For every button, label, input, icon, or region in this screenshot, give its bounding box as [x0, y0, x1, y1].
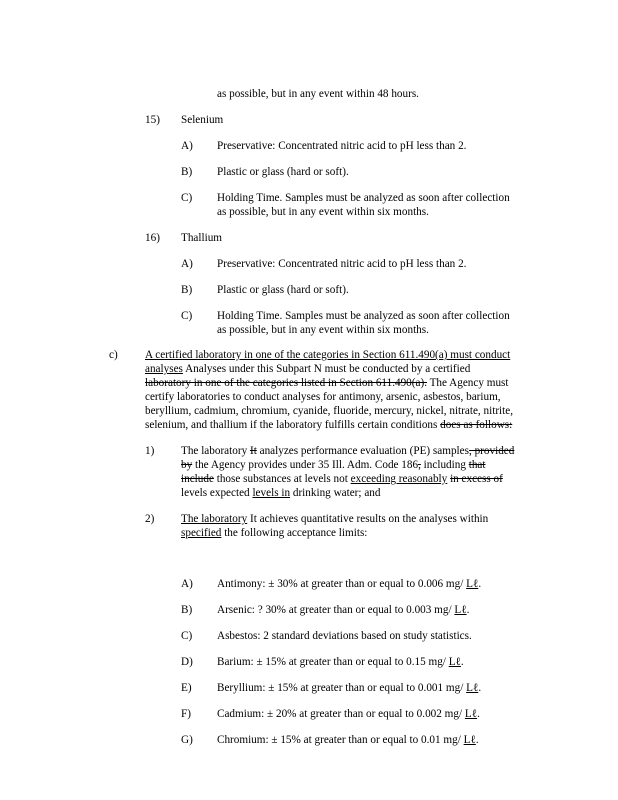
inserted-unit: Lℓ [448, 656, 461, 668]
limit-text: Cadmium: ± 20% at greater than or equal to 0.002 mg/ [217, 708, 465, 720]
limit-f-text [217, 708, 480, 721]
item-15c-line1: Holding Time. Samples must be analyzed as soon after collection [217, 192, 510, 204]
limit-period: . [477, 708, 480, 720]
plain-text: the Agency provides under 35 Ill. Adm. Code 186 [192, 459, 419, 471]
limit-text: Asbestos: 2 standard deviations based on study statistics. [217, 630, 472, 642]
plain-text: drinking water; and [290, 487, 381, 499]
limit-period: . [475, 734, 479, 746]
item-16b-label: B) [181, 284, 193, 296]
inserted-text: specified [181, 527, 222, 539]
limit-a-label: A) [181, 578, 193, 590]
plain-text: including [420, 459, 469, 471]
item-2-line1 [181, 513, 488, 526]
deleted-text: in excess of [450, 473, 503, 485]
deleted-text: laboratory in one of the categories listed in Section 611.490(a). [145, 377, 427, 389]
limit-text: Barium: ± 15% at greater than or equal to 0.15 mg/ [217, 656, 449, 668]
item-16c-label: C) [181, 310, 193, 322]
item-15a-label: A) [181, 140, 193, 152]
continued-text: as possible, but in any event within 48 hours. [217, 88, 419, 100]
inserted-unit: Lℓ [464, 708, 478, 720]
item-16c-line2: as possible, but in any event within six months. [217, 324, 429, 336]
limit-period: . [478, 578, 482, 590]
plain-text: levels expected [181, 487, 253, 499]
plain-text: selenium, and thallium if the laboratory fulfills certain conditions [145, 419, 441, 431]
subsection-c-line2 [145, 363, 470, 376]
inserted-text: levels in [252, 487, 291, 499]
limit-g-label: G) [181, 734, 193, 746]
limit-a-text [217, 578, 481, 591]
limit-text: Antimony: ± 30% at greater than or equal to 0.006 mg/ [217, 578, 467, 590]
item-16c-line1: Holding Time. Samples must be analyzed as soon after collection [217, 310, 510, 322]
plain-text: those substances at levels not [213, 473, 351, 485]
inserted-unit: Lℓ [454, 604, 467, 616]
plain-text: The Agency must [427, 377, 509, 389]
subsection-c-line3 [145, 377, 509, 390]
item-2-line2 [181, 527, 367, 540]
subsection-c-line5: beryllium, cadmium, chromium, cyanide, fluoride, mercury, nickel, nitrate, nitrite, [145, 405, 514, 417]
item-15c-line2: as possible, but in any event within six months. [217, 206, 429, 218]
item-16a-text: Preservative: Concentrated nitric acid to pH less than 2. [217, 258, 467, 270]
subsection-c-line6 [145, 419, 512, 432]
limit-text: Arsenic: ? 30% at greater than or equal to 0.003 mg/ [217, 604, 455, 616]
plain-text: analyzes performance evaluation (PE) samples [256, 445, 469, 457]
inserted-text: exceeding reasonably [350, 473, 448, 485]
subsection-c-line4: certify laboratories to conduct analyses for antimony, arsenic, asbestos, barium, [145, 391, 501, 403]
item-2-label: 2) [145, 513, 155, 525]
limit-b-label: B) [181, 604, 193, 616]
limit-c-label: C) [181, 630, 193, 642]
deleted-text: include [181, 473, 214, 485]
item-15a-text: Preservative: Concentrated nitric acid to pH less than 2. [217, 140, 467, 152]
item-15c-label: C) [181, 192, 193, 204]
limit-period: . [466, 604, 470, 616]
plain-text: the following acceptance limits: [221, 527, 368, 539]
deleted-text: that [468, 459, 486, 471]
limit-b-text [217, 604, 469, 617]
plain-text: The laboratory [181, 445, 250, 457]
item-1-label: 1) [145, 445, 155, 457]
limit-d-label: D) [181, 656, 193, 668]
item-1-line4 [181, 487, 380, 500]
item-1-line3 [181, 473, 503, 486]
item-15-number: 15) [145, 114, 160, 126]
limit-text: Chromium: ± 15% at greater than or equal to 0.01 mg/ [217, 734, 464, 746]
limit-text: Beryllium: ± 15% at greater than or equal to 0.001 mg/ [217, 682, 467, 694]
deleted-text: does as follows: [440, 419, 513, 431]
limit-d-text [217, 656, 464, 669]
item-1-line1 [181, 445, 514, 458]
inserted-unit: Lℓ [463, 734, 476, 746]
item-16b-text: Plastic or glass (hard or soft). [217, 284, 349, 296]
subsection-c-label: c) [109, 349, 118, 361]
deleted-text: , provided [468, 445, 515, 457]
limit-e-label: E) [181, 682, 192, 694]
limit-c-text [217, 630, 472, 643]
limit-g-text [217, 734, 479, 747]
item-16-title: Thallium [181, 232, 223, 244]
deleted-text: , [418, 459, 421, 471]
limit-e-text [217, 682, 481, 695]
plain-text: It achieves quantitative results on the analyses within [247, 513, 489, 525]
subsection-c-line1: A certified laboratory in one of the categories in Section 611.490(a) must conduct [145, 349, 511, 361]
item-15b-label: B) [181, 166, 193, 178]
plain-text: Analyses under this Subpart N must be conducted by a certified [182, 363, 471, 375]
inserted-unit: Lℓ [466, 578, 479, 590]
limit-period: . [478, 682, 482, 694]
inserted-text: The laboratory [181, 513, 248, 525]
item-1-line2 [181, 459, 486, 472]
inserted-unit: Lℓ [466, 682, 479, 694]
limit-period: . [460, 656, 464, 668]
item-15b-text: Plastic or glass (hard or soft). [217, 166, 349, 178]
item-15-title: Selenium [181, 114, 224, 126]
item-16-number: 16) [145, 232, 160, 244]
deleted-text: It [249, 445, 257, 457]
item-16a-label: A) [181, 258, 193, 270]
deleted-text: by [181, 459, 193, 471]
inserted-text: analyses [145, 363, 183, 375]
limit-f-label: F) [181, 708, 191, 720]
